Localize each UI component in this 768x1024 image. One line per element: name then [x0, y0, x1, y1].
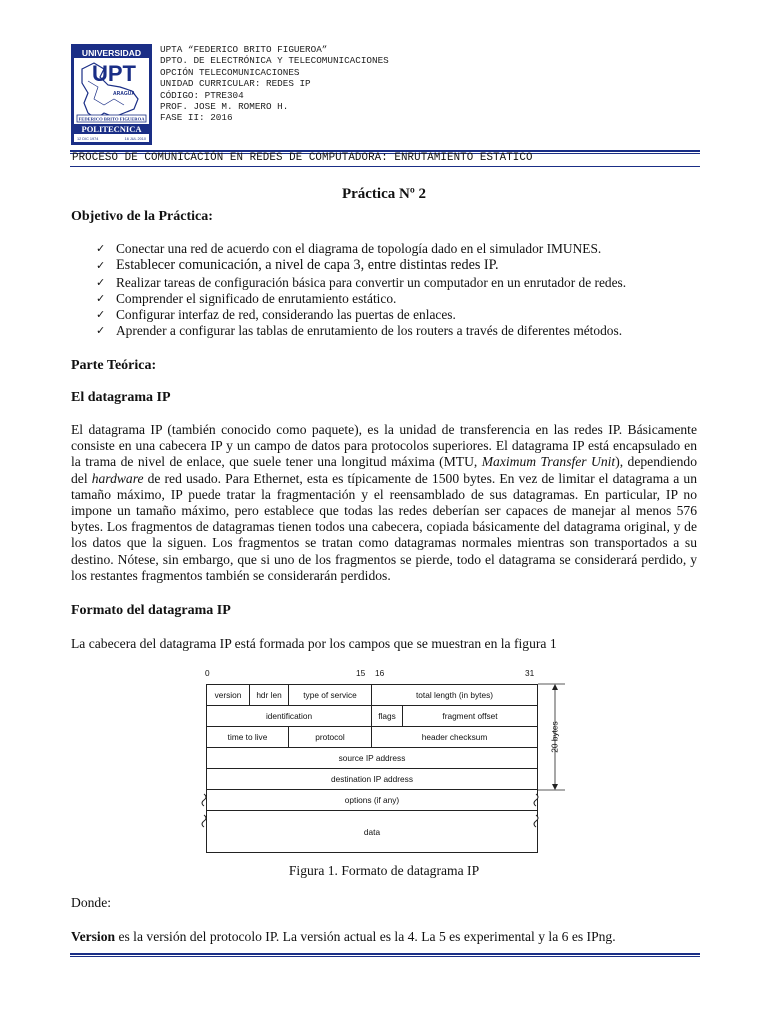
objectives-list [96, 241, 626, 340]
objective-text: Configurar interfaz de red, considerando las puertas de enlaces. [116, 307, 456, 323]
objective-text: Conectar una red de acuerdo con el diagrama de topología dado en el simulador IMUNES. [116, 241, 602, 256]
field-options: options (if any) [206, 789, 538, 811]
list-item [96, 257, 626, 275]
break-mark [534, 815, 538, 827]
datagram-heading: El datagrama IP [71, 390, 171, 405]
institution-line: PROF. JOSE M. ROMERO H. [160, 101, 289, 113]
break-mark [202, 815, 206, 827]
format-intro: La cabecera del datagrama IP está formada por los campos que se muestran en la figura 1 [71, 636, 557, 651]
objective-text: Realizar tareas de configuración básica para convertir un computador en un enrutador de redes. [116, 274, 627, 290]
list-item [96, 275, 626, 291]
check-icon: ✓ [96, 291, 106, 305]
field-flags: flags [371, 705, 403, 727]
datagram-paragraph: El datagrama IP (también conocido como paquete), es la unidad de transferencia en las redes IP. Básicamente consiste en una cabecera IP y un campo de datos para protocolos superiores. El datagrama IP está encapsulado en la trama de nivel de enlace, que suele tener una longitud máxima (MTU, Maximum Transfer Unit), dependiendo del hardware de red usado. Para Ethernet, esta es típicamente de 1500 bytes. En vez de limitar el datagrama a un tamaño máximo, IP puede tratar la fragmentación y el reensamblado de sus datagramas. En particular, IP no impone un tamaño máximo, pero establece que todas las redes deberían ser capaces de manejar al menos 576 bytes. Los fragmentos de datagramas tienen todos una cabecera, copiada básicamente del datagrama original, y de los datos que la siguen. Los fragmentos se tratan como datagramas normales mientras son transportados a su destino. Nótese, sin embargo, que si uno de los fragmentos se pierde, todo el datagrama se considerará perdido, y los restantes fragmentos también se considerarán perdidos. [71, 422, 697, 583]
field-protocol: protocol [288, 726, 372, 748]
field-data: data [206, 810, 538, 853]
page-title: Práctica Nº 2 [341, 186, 427, 202]
mtu-term: Maximum Transfer Unit [481, 454, 616, 470]
course-divider [70, 166, 700, 167]
hardware-term: hardware [91, 470, 144, 486]
donde-label: Donde: [71, 895, 112, 910]
format-heading: Formato del datagrama IP [71, 603, 231, 618]
logo-banner-text: FEDERICO BRITO FIGUEROA [78, 116, 145, 122]
arrow-up-icon [552, 684, 558, 690]
field-total-length: total length (in bytes) [371, 684, 538, 706]
ip-datagram-figure [195, 668, 575, 853]
check-icon: ✓ [96, 308, 106, 322]
objective-text: Comprender el significado de enrutamiento estático. [116, 290, 397, 306]
figure-caption: Figura 1. Formato de datagrama IP [288, 863, 480, 878]
footer-divider-thin [70, 956, 700, 957]
institution-line: OPCIÓN TELECOMUNICACIONES [160, 66, 300, 78]
institution-info [160, 44, 389, 124]
field-source-ip: source IP address [206, 747, 538, 769]
field-version: version [206, 684, 250, 706]
list-item [96, 307, 626, 323]
institution-line: UNIDAD CURRICULAR: REDES IP [160, 78, 311, 90]
figure-decorations [195, 668, 575, 853]
logo-bottom-text: POLITECNICA [81, 124, 142, 134]
check-icon: ✓ [96, 259, 106, 273]
bit-label: 31 [525, 668, 535, 678]
bit-label: 0 [205, 668, 210, 678]
arrow-down-icon [552, 784, 558, 790]
objective-text: Establecer comunicación, a nivel de capa 3, entre distintas redes IP. [116, 257, 499, 274]
logo-region-text: ARAGUA [113, 91, 135, 97]
course-title: PROCESO DE COMUNICACIÓN EN REDES DE COMPUTADORA: ENRUTAMIENTO ESTATICO [72, 152, 533, 164]
field-fragment-offset: fragment offset [402, 705, 538, 727]
check-icon: ✓ [96, 324, 106, 338]
field-type-of-service: type of service [288, 684, 372, 706]
logo-date-right: 16 JUL 2010 [124, 137, 146, 141]
list-item [96, 241, 626, 257]
institution-line: FASE II: 2016 [160, 112, 233, 124]
institution-line: DPTO. DE ELECTRÓNICA Y TELECOMUNICACIONES [160, 55, 389, 67]
list-item [96, 323, 626, 339]
theory-heading: Parte Teórica: [71, 358, 157, 373]
field-hdr-len: hdr len [249, 684, 289, 706]
check-icon: ✓ [96, 275, 106, 289]
dimension-label-wrap [550, 712, 560, 762]
version-term: Version [71, 929, 116, 944]
bit-label: 16 [375, 668, 385, 678]
objective-heading: Objetivo de la Práctica: [71, 209, 213, 224]
objective-text: Aprender a configurar las tablas de enrutamiento de los routers a través de diferentes métodos. [116, 323, 623, 339]
footer-divider [70, 953, 700, 955]
logo-upt-text: UPT [92, 61, 136, 86]
field-time-to-live: time to live [206, 726, 289, 748]
break-mark [202, 794, 206, 806]
logo-date-left: 12 DIC 1974 [77, 137, 99, 141]
university-logo [71, 44, 152, 145]
field-destination-ip: destination IP address [206, 768, 538, 790]
version-definition [71, 929, 616, 945]
list-item [96, 291, 626, 307]
version-text: es la versión del protocolo IP. La versión actual es la 4. La 5 es experimental y la 6 es IPng. [115, 929, 616, 944]
check-icon: ✓ [96, 242, 106, 255]
field-header-checksum: header checksum [371, 726, 538, 748]
institution-line: UPTA “FEDERICO BRITO FIGUEROA” [160, 44, 328, 55]
break-mark [534, 794, 538, 806]
field-identification: identification [206, 705, 372, 727]
institution-line: CÓDIGO: PTRE304 [160, 89, 244, 101]
logo-top-text: UNIVERSIDAD [81, 48, 142, 58]
bit-label: 15 [356, 668, 366, 678]
dimension-label: 20 bytes [550, 721, 560, 753]
